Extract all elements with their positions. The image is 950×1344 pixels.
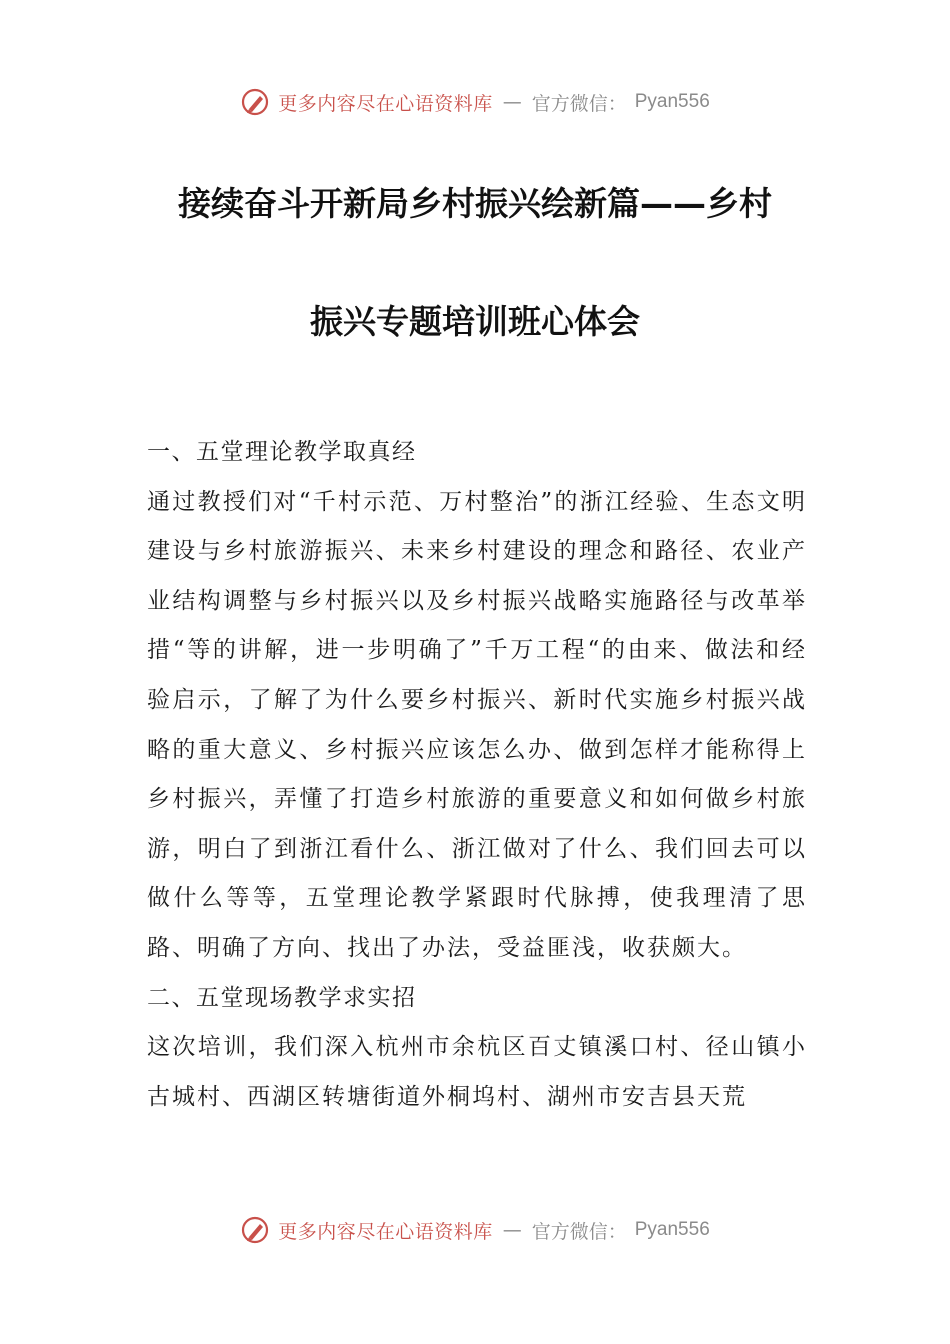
- document-body: [147, 428, 807, 1122]
- watermark-dash: —: [502, 1219, 522, 1241]
- document-title-line1: 接续奋斗开新局乡村振兴绘新篇——乡村: [178, 184, 772, 223]
- watermark-wechat-id: Pyan556: [634, 1219, 710, 1240]
- watermark-wechat-id: Pyan556: [634, 91, 710, 112]
- watermark-banner-top: [0, 82, 950, 122]
- document-title-line2: 振兴专题培训班心体会: [310, 302, 640, 341]
- watermark-brand-text: 更多内容尽在心语资料库: [278, 1220, 493, 1243]
- pen-logo-icon: [240, 1215, 270, 1245]
- section2-paragraph: 这次培训，我们深入杭州市余杭区百丈镇溪口村、径山镇小古城村、西湖区转塘街道外桐坞村、湖州市安吉县天荒: [147, 1034, 807, 1110]
- watermark-brand-text: 更多内容尽在心语资料库: [278, 92, 493, 115]
- watermark-wechat-label: 官方微信：: [531, 1220, 627, 1243]
- section2-heading: 二、五堂现场教学求实招: [147, 984, 417, 1011]
- watermark-dash: —: [502, 91, 522, 113]
- pen-logo-icon: [240, 87, 270, 117]
- watermark-banner-bottom: [0, 1210, 950, 1250]
- section1-heading: 一、五堂理论教学取真经: [147, 439, 417, 465]
- section1-paragraph: 通过教授们对“千村示范、万村整治”的浙江经验、生态文明建设与乡村旅游振兴、未来乡村建设的理念和路径、农业产业结构调整与乡村振兴以及乡村振兴战略实施路径与改革举措“等的讲解，进一步明确了”千万工程“的由来、做法和经验启示，了解了为什么要乡村振兴、新时代实施乡村振兴战略的重大意义、乡村振兴应该怎么办、做到怎样才能称得上乡村振兴，弄懂了打造乡村旅游的重要意义和如何做乡村旅游，明白了到浙江看什么、浙江做对了什么、我们回去可以做什么等等，五堂理论教学紧跟时代脉搏，使我理清了思路、明确了方向、找出了办法，受益匪浅，收获颇大。: [147, 488, 807, 961]
- watermark-wechat-label: 官方微信：: [531, 92, 627, 115]
